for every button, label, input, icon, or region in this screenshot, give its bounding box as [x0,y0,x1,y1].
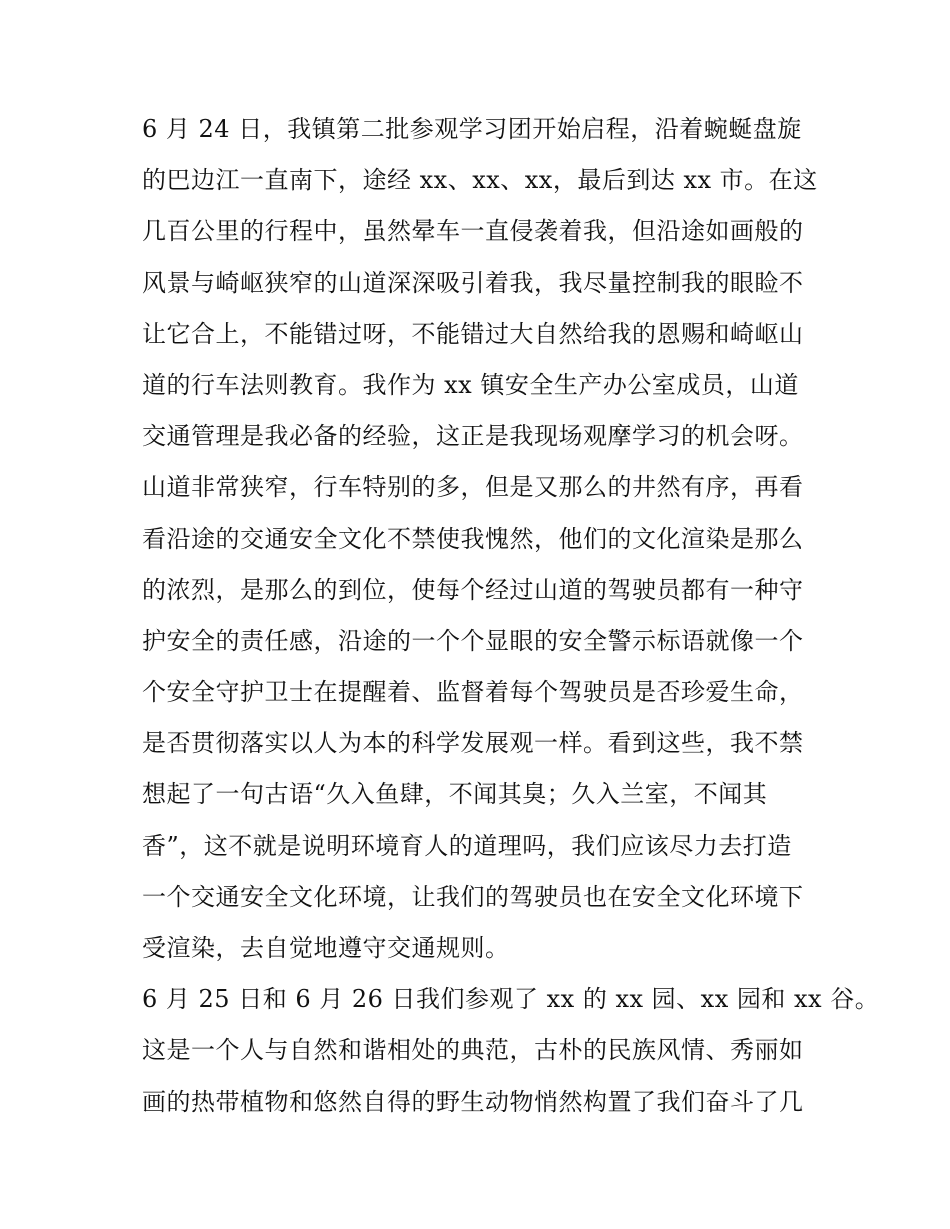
text-line: 是否贯彻落实以人为本的科学发展观一样。看到这些，我不禁 [142,729,804,758]
text-line: 道的行车法则教育。我作为 xx 镇安全生产办公室成员，山道 [142,370,799,399]
text-line: 这是一个人与自然和谐相处的典范，古朴的民族风情、秀丽如 [142,1036,804,1065]
text-line: 的巴边江一直南下，途经 xx、xx、xx，最后到达 xx 市。在这 [142,166,818,195]
document-body [142,104,880,1128]
text-line: 的浓烈，是那么的到位，使每个经过山道的驾驶员都有一种守 [142,575,804,604]
text-line: 看沿途的交通安全文化不禁使我愧然，他们的文化渲染是那么 [142,524,804,553]
text-line: 风景与崎岖狭窄的山道深深吸引着我，我尽量控制我的眼睑不 [142,268,804,297]
text-line: 6 月 24 日，我镇第二批参观学习团开始启程，沿着蜿蜒盘旋 [142,115,802,143]
text-line: 受渲染，去自觉地遵守交通规则。 [142,934,510,962]
text-line: 几百公里的行程中，虽然晕车一直侵袭着我，但沿途如画般的 [142,217,804,246]
text-line: 6 月 25 日和 6 月 26 日我们参观了 xx 的 xx 园、xx 园和 xx 谷。 [142,985,880,1014]
text-line: 一个交通安全文化环境，让我们的驾驶员也在安全文化环境下 [142,882,804,911]
text-line: 山道非常狭窄，行车特别的多，但是又那么的井然有序，再看 [142,473,804,502]
paragraph-1 [142,104,822,974]
text-line: 想起了一句古语“久入鱼肆，不闻其臭；久入兰室，不闻其 [142,780,768,809]
text-line: 个安全守护卫士在提醒着、监督着每个驾驶员是否珍爱生命， [142,678,804,707]
text-line: 画的热带植物和悠然自得的野生动物悄然构置了我们奋斗了几 [142,1087,804,1116]
text-line: 香”，这不就是说明环境育人的道理吗，我们应该尽力去打造 [142,831,792,860]
text-line: 护安全的责任感，沿途的一个个显眼的安全警示标语就像一个 [142,626,804,655]
text-line: 让它合上，不能错过呀，不能错过大自然给我的恩赐和崎岖山 [142,319,804,348]
text-line: 交通管理是我必备的经验，这正是我现场观摩学习的机会呀。 [142,422,804,451]
paragraph-2 [142,974,880,1128]
